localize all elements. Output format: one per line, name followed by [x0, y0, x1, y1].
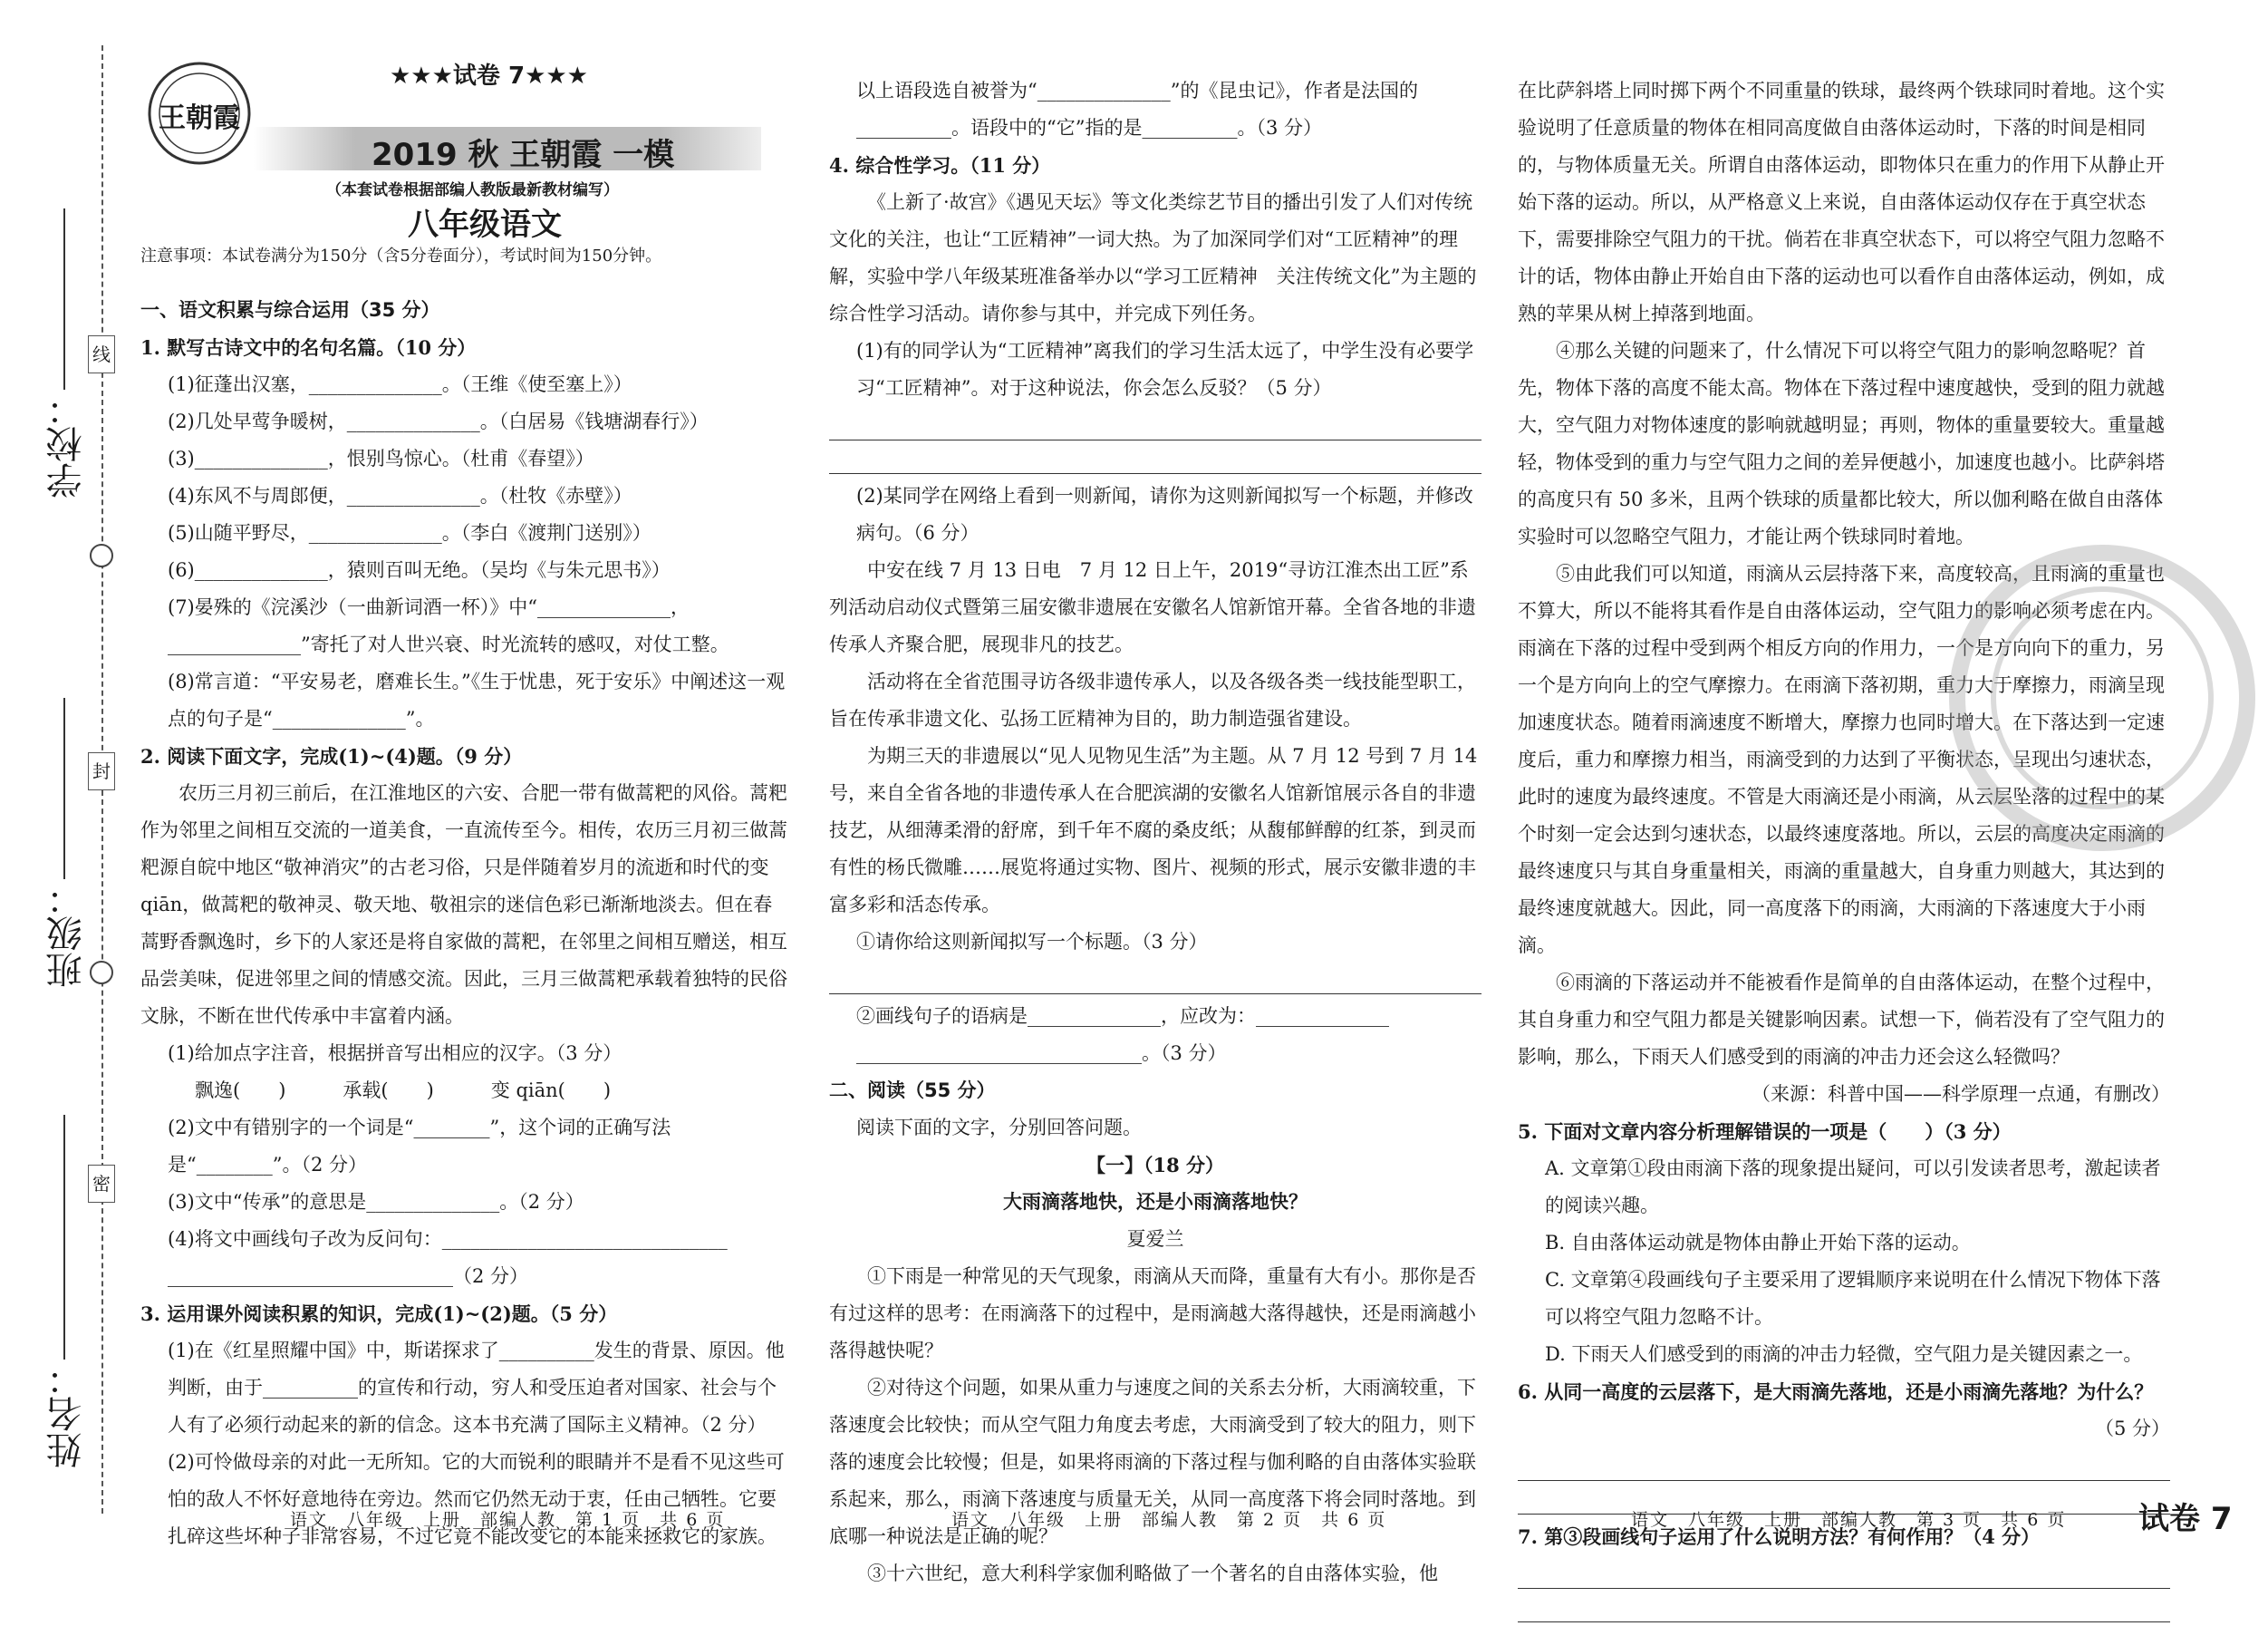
text-paragraph: (8)常言道：“平安易老，磨难长生。”《生于忧患，死于安乐》中阐述这一观点的句子是“______________”。: [168, 671, 786, 730]
text-paragraph: (1)有的同学认为“工匠精神”离我们的学习生活太远了，中学生没有必要学习“工匠精神”。对于这种说法，你会怎么反驳？（5 分）: [856, 340, 1474, 399]
text-paragraph: 4. 综合性学习。（11 分）: [829, 154, 1051, 177]
text-paragraph: (6)______________，猿则百叫无绝。（吴均《与朱元思书》）: [168, 559, 671, 581]
name-field[interactable]: [63, 1115, 65, 1360]
text-paragraph: ______________________________（2 分）: [168, 1265, 529, 1287]
school-field[interactable]: [63, 208, 65, 390]
answer-line[interactable]: [1518, 1592, 2170, 1622]
text-paragraph: 【一】（18 分）: [1086, 1154, 1225, 1176]
text-paragraph: D. 下雨天人们感受到的雨滴的冲击力轻微，空气阻力是关键因素之一。: [1545, 1343, 2143, 1365]
text-paragraph: 1. 默写古诗文中的名句名篇。（10 分）: [140, 336, 477, 359]
binding-sidebar: [0, 0, 136, 1578]
answer-line[interactable]: [1518, 1559, 2170, 1589]
text-paragraph: ②画线句子的语病是______________，应改为：______________: [856, 1005, 1389, 1027]
exam-header: [136, 50, 788, 267]
exam-title: 2019 秋 王朝霞 一模: [372, 137, 675, 173]
school-label: 学校：: [46, 390, 88, 498]
text-paragraph: C. 文章第④段画线句子主要采用了逻辑顺序来说明在什么情况下物体下落可以将空气阻力忽略不计。: [1545, 1269, 2161, 1328]
answer-line[interactable]: [1518, 1451, 2170, 1481]
footer-page-1: 语文 八年级 上册 部编人教 第 1 页 共 6 页: [290, 1510, 726, 1530]
text-paragraph: ①请你给这则新闻拟写一个标题。（3 分）: [856, 931, 1208, 953]
text-paragraph: ①下雨是一种常见的天气现象，雨滴从天而降，重量有大有小。那你是否有过这样的思考：在雨滴落下的过程中，是雨滴越大落得越快，还是雨滴越小落得越快呢？: [829, 1265, 1476, 1361]
name-label: 姓名：: [46, 1360, 88, 1468]
text-paragraph: ⑥雨滴的下落运动并不能被看作是简单的自由落体运动，在整个过程中，其自身重力和空气阻力都是关键影响因素。试想一下，倘若没有了空气阻力的影响，那么，下雨天人们感受到的雨滴的冲击力还会这么轻微吗？: [1518, 972, 2165, 1068]
text-paragraph: (4)将文中画线句子改为反问句：______________________________: [168, 1228, 728, 1250]
text-paragraph: (2)几处早莺争暖树，______________。（白居易《钱塘湖春行》）: [168, 411, 709, 432]
binding-hole-icon: [90, 544, 113, 567]
column-page-2: [829, 73, 1481, 1592]
text-paragraph: （来源：科普中国——科学原理一点通，有删改）: [1752, 1083, 2170, 1105]
text-paragraph: ②对待这个问题，如果从重力与速度之间的关系去分析，大雨滴较重，下落速度会比较快；而从空气阻力角度去考虑，大雨滴受到了较大的阻力，则下落的速度会比较慢；但是，如果将雨滴的下落过程与伽利略的自由落体实验联系起来，那么，雨滴下落速度与质量无关，从同一高度落下将会同时落地。到底哪一种说法是正确的呢？: [829, 1377, 1476, 1547]
text-paragraph: 以上语段选自被誉为“______________”的《昆虫记》，作者是法国的__________。语段中的“它”指的是__________。（3 分）: [856, 80, 1418, 139]
text-paragraph: ④那么关键的问题来了，什么情况下可以将空气阻力的影响忽略呢？首先，物体下落的高度不能太高。物体在下落过程中速度越快，受到的阻力就越大，空气阻力对物体速度的影响就越明显；再则，物体的重量要较大。重量越轻，物体受到的重力与空气阻力之间的差异便越小，加速度也越小。比萨斜塔的高度只有 50 多米，且两个铁球的质量都比较大，所以伽利略在做自由落体实验时可以忽略空气阻力，才能让两个铁球同时着地。: [1518, 340, 2165, 547]
seal-mark-feng: 封: [88, 752, 115, 790]
text-paragraph: (2)可怜做母亲的对此一无所知。它的大而锐利的眼睛并不是看不见这些可怕的敌人不怀好意地待在旁边。然而它仍然无动于衷，任由己牺牲。它要扎碎这些坏种子非常容易，不过它竟不能改变它的本能来拯救它的家族。: [168, 1451, 785, 1547]
binding-hole-icon: [90, 961, 113, 984]
exam-subtitle: （本套试卷根据部编人教版最新教材编写）: [326, 181, 619, 199]
text-paragraph: 6. 从同一高度的云层落下，是大雨滴先落地，还是小雨滴先落地？为什么？: [1518, 1380, 2154, 1403]
text-paragraph: ③十六世纪，意大利科学家伽利略做了一个著名的自由落体实验，他: [867, 1563, 1438, 1584]
text-paragraph: 2. 阅读下面文字，完成(1)~(4)题。（9 分）: [140, 745, 523, 768]
text-paragraph: 在比萨斜塔上同时掷下两个不同重量的铁球，最终两个铁球同时着地。这个实验说明了任意质量的物体在相同高度做自由落体运动时，下落的时间是相同的，与物体质量无关。所谓自由落体运动，即物体只在重力的作用下从静止开始下落的运动。所以，从严格意义上来说，自由落体运动仅存在于真空状态下，需要排除空气阻力的干扰。倘若在非真空状态下，可以将空气阻力忽略不计的话，物体由静止开始自由下落的运动也可以看作自由落体运动，例如，成熟的苹果从树上掉落到地面。: [1518, 80, 2165, 324]
text-paragraph: ⑤由此我们可以知道，雨滴从云层持落下来，高度较高，且雨滴的重量也不算大，所以不能将其看作是自由落体运动，空气阻力的影响必须考虑在内。雨滴在下落的过程中受到两个相反方向的作用力，一个是方向向下的重力，另一个是方向向上的空气摩擦力。在雨滴下落初期，重力大于摩擦力，雨滴呈现加速度状态。随着雨滴速度不断增大，摩擦力也同时增大。在下落达到一定速度后，重力和摩擦力相当，雨滴受到的力达到了平衡状态，呈现出匀速状态，此时的速度为最终速度。不管是大雨滴还是小雨滴，从云层坠落的过程中的某个时刻一定会达到匀速状态，以最终速度落地。所以，云层的高度决定雨滴的最终速度只与其自身重量相关，雨滴的重量越大，自身重力则越大，其达到的最终速度就越大。因此，同一高度落下的雨滴，大雨滴的下落速度大于小雨滴。: [1518, 563, 2165, 956]
seal-mark-xian: 线: [88, 335, 115, 373]
text-paragraph: (3)文中“传承”的意思是______________。（2 分）: [168, 1191, 584, 1213]
text-paragraph: A. 文章第①段由雨滴下落的现象提出疑问，可以引发读者思考，激起读者的阅读兴趣。: [1545, 1157, 2161, 1216]
text-paragraph: (1)给加点字注音，根据拼音写出相应的汉字。（3 分）: [168, 1042, 622, 1064]
subject-grade: 八年级语文: [408, 207, 562, 243]
text-paragraph: (7)晏殊的《浣溪沙（一曲新词酒一杯）》中“______________，______________”寄托了对人世兴衰、时光流转的感叹，对仗工整。: [168, 596, 729, 655]
text-paragraph: (5)山随平野尽，______________。（李白《渡荆门送别》）: [168, 522, 651, 544]
text-paragraph: (2)某同学在网络上看到一则新闻，请你为这则新闻拟写一个标题，并修改病句。（6 分）: [856, 485, 1473, 544]
seal-mark-mi: 密: [88, 1165, 115, 1203]
footer-page-3: 语文 八年级 上册 部编人教 第 3 页 共 6 页: [1631, 1510, 2067, 1530]
text-paragraph: ______________________________。（3 分）: [856, 1042, 1227, 1064]
exam-notice: 注意事项：本试卷满分为150分（含5分卷面分），考试时间为150分钟。: [140, 247, 662, 266]
text-paragraph: (1)征蓬出汉塞，______________。（王维《使至塞上》）: [168, 373, 632, 395]
paper-tag: ★★★试卷 7★★★: [390, 63, 588, 90]
text-paragraph: (4)东风不与周郎便，______________。（杜牧《赤壁》）: [168, 485, 632, 507]
footer-page-2: 语文 八年级 上册 部编人教 第 2 页 共 6 页: [951, 1510, 1387, 1530]
text-paragraph: 5. 下面对文章内容分析理解错误的一项是（ ）（3 分）: [1518, 1120, 2012, 1143]
text-paragraph: 中安在线 7 月 13 日电 7 月 12 日上午，2019“寻访江淮杰出工匠”系列活动启动仪式暨第三届安徽非遗展在安徽名人馆新馆开幕。全省各地的非遗传承人齐聚合肥，展现非凡的技艺。: [829, 559, 1476, 655]
text-paragraph: B. 自由落体运动就是物体由静止开始下落的运动。: [1545, 1232, 1971, 1253]
text-paragraph: （5 分）: [2094, 1418, 2170, 1439]
text-paragraph: 阅读下面的文字，分别回答问题。: [856, 1117, 1142, 1138]
text-paragraph: 农历三月初三前后，在江淮地区的六安、合肥一带有做蒿粑的风俗。蒿粑作为邻里之间相互交流的一道美食，一直流传至今。相传，农历三月初三做蒿粑源自皖中地区“敬神消灾”的古老习俗，只是伴随着岁月的流逝和时代的变 qiān，做蒿粑的敬神灵、敬天地、敬祖宗的迷信色彩已渐渐地淡去。但在春蒿野香飘逸时，乡下的人家还是将自家做的蒿粑，在邻里之间相互赠送，相互品尝美味，促进邻里之间的情感交流。因此，三月三做蒿粑承载着独特的民俗文脉，不断在世代传承中丰富着内涵。: [140, 782, 787, 1027]
class-label: 班级：: [46, 879, 88, 988]
text-paragraph: 活动将在全省范围寻访各级非遗传承人，以及各级各类一线技能型职工，旨在传承非遗文化、弘扬工匠精神为目的，助力制造强省建设。: [829, 671, 1476, 730]
text-paragraph: 3. 运用课外阅读积累的知识，完成(1)~(2)题。（5 分）: [140, 1302, 618, 1325]
text-paragraph: 7. 第③段画线句子运用了什么说明方法？有何作用？（4 分）: [1518, 1525, 2041, 1548]
text-paragraph: 二、阅读（55 分）: [829, 1079, 996, 1101]
text-paragraph: 夏爱兰: [1126, 1228, 1184, 1250]
watermark-seal-icon: [1948, 544, 2256, 852]
text-paragraph: 一、语文积累与综合运用（35 分）: [140, 299, 440, 321]
logo-text: 王朝霞: [159, 102, 240, 134]
answer-line[interactable]: [829, 444, 1481, 474]
answer-line[interactable]: [829, 964, 1481, 994]
text-paragraph: (2)文中有错别字的一个词是“________”，这个词的正确写法是“________”。（2 分）: [168, 1117, 671, 1176]
text-paragraph: 为期三天的非遗展以“见人见物见生活”为主题。从 7 月 12 号到 7 月 14 号，来自全省各地的非遗传承人在合肥滨湖的安徽名人馆新馆展示各自的非遗技艺，从细薄柔滑的舒席，到千年不腐的桑皮纸；从馥郁鲜醇的红茶，到灵而有性的杨氏微雕……展览将通过实物、图片、视频的形式，展示安徽非遗的丰富多彩和活态传承。: [829, 745, 1478, 915]
text-paragraph: 大雨滴落地快，还是小雨滴落地快？: [1003, 1191, 1308, 1213]
answer-line[interactable]: [829, 411, 1481, 440]
text-paragraph: (1)在《红星照耀中国》中，斯诺探求了__________发生的背景、原因。他判断，由于__________的宣传和行动，穷人和受压迫者对国家、社会与个人有了必须行动起来的新的信念。这本书充满了国际主义精神。（2 分）: [168, 1340, 785, 1436]
column-page-1: [140, 292, 788, 1555]
text-paragraph: 《上新了·故宫》《遇见天坛》等文化类综艺节目的播出引发了人们对传统文化的关注，也让“工匠精神”一词大热。为了加深同学们对“工匠精神”的理解，实验中学八年级某班准备举办以“学习工匠精神 关注传统文化”为主题的综合性学习活动。请你参与其中，并完成下列任务。: [829, 191, 1477, 324]
text-paragraph: (3)______________，恨别鸟惊心。（杜甫《春望》）: [168, 448, 594, 469]
text-paragraph: 飘逸( ) 承载( ) 变 qiān( ): [195, 1079, 612, 1101]
corner-paper-tag: 试卷 7: [2138, 1501, 2233, 1537]
class-field[interactable]: [63, 698, 65, 879]
